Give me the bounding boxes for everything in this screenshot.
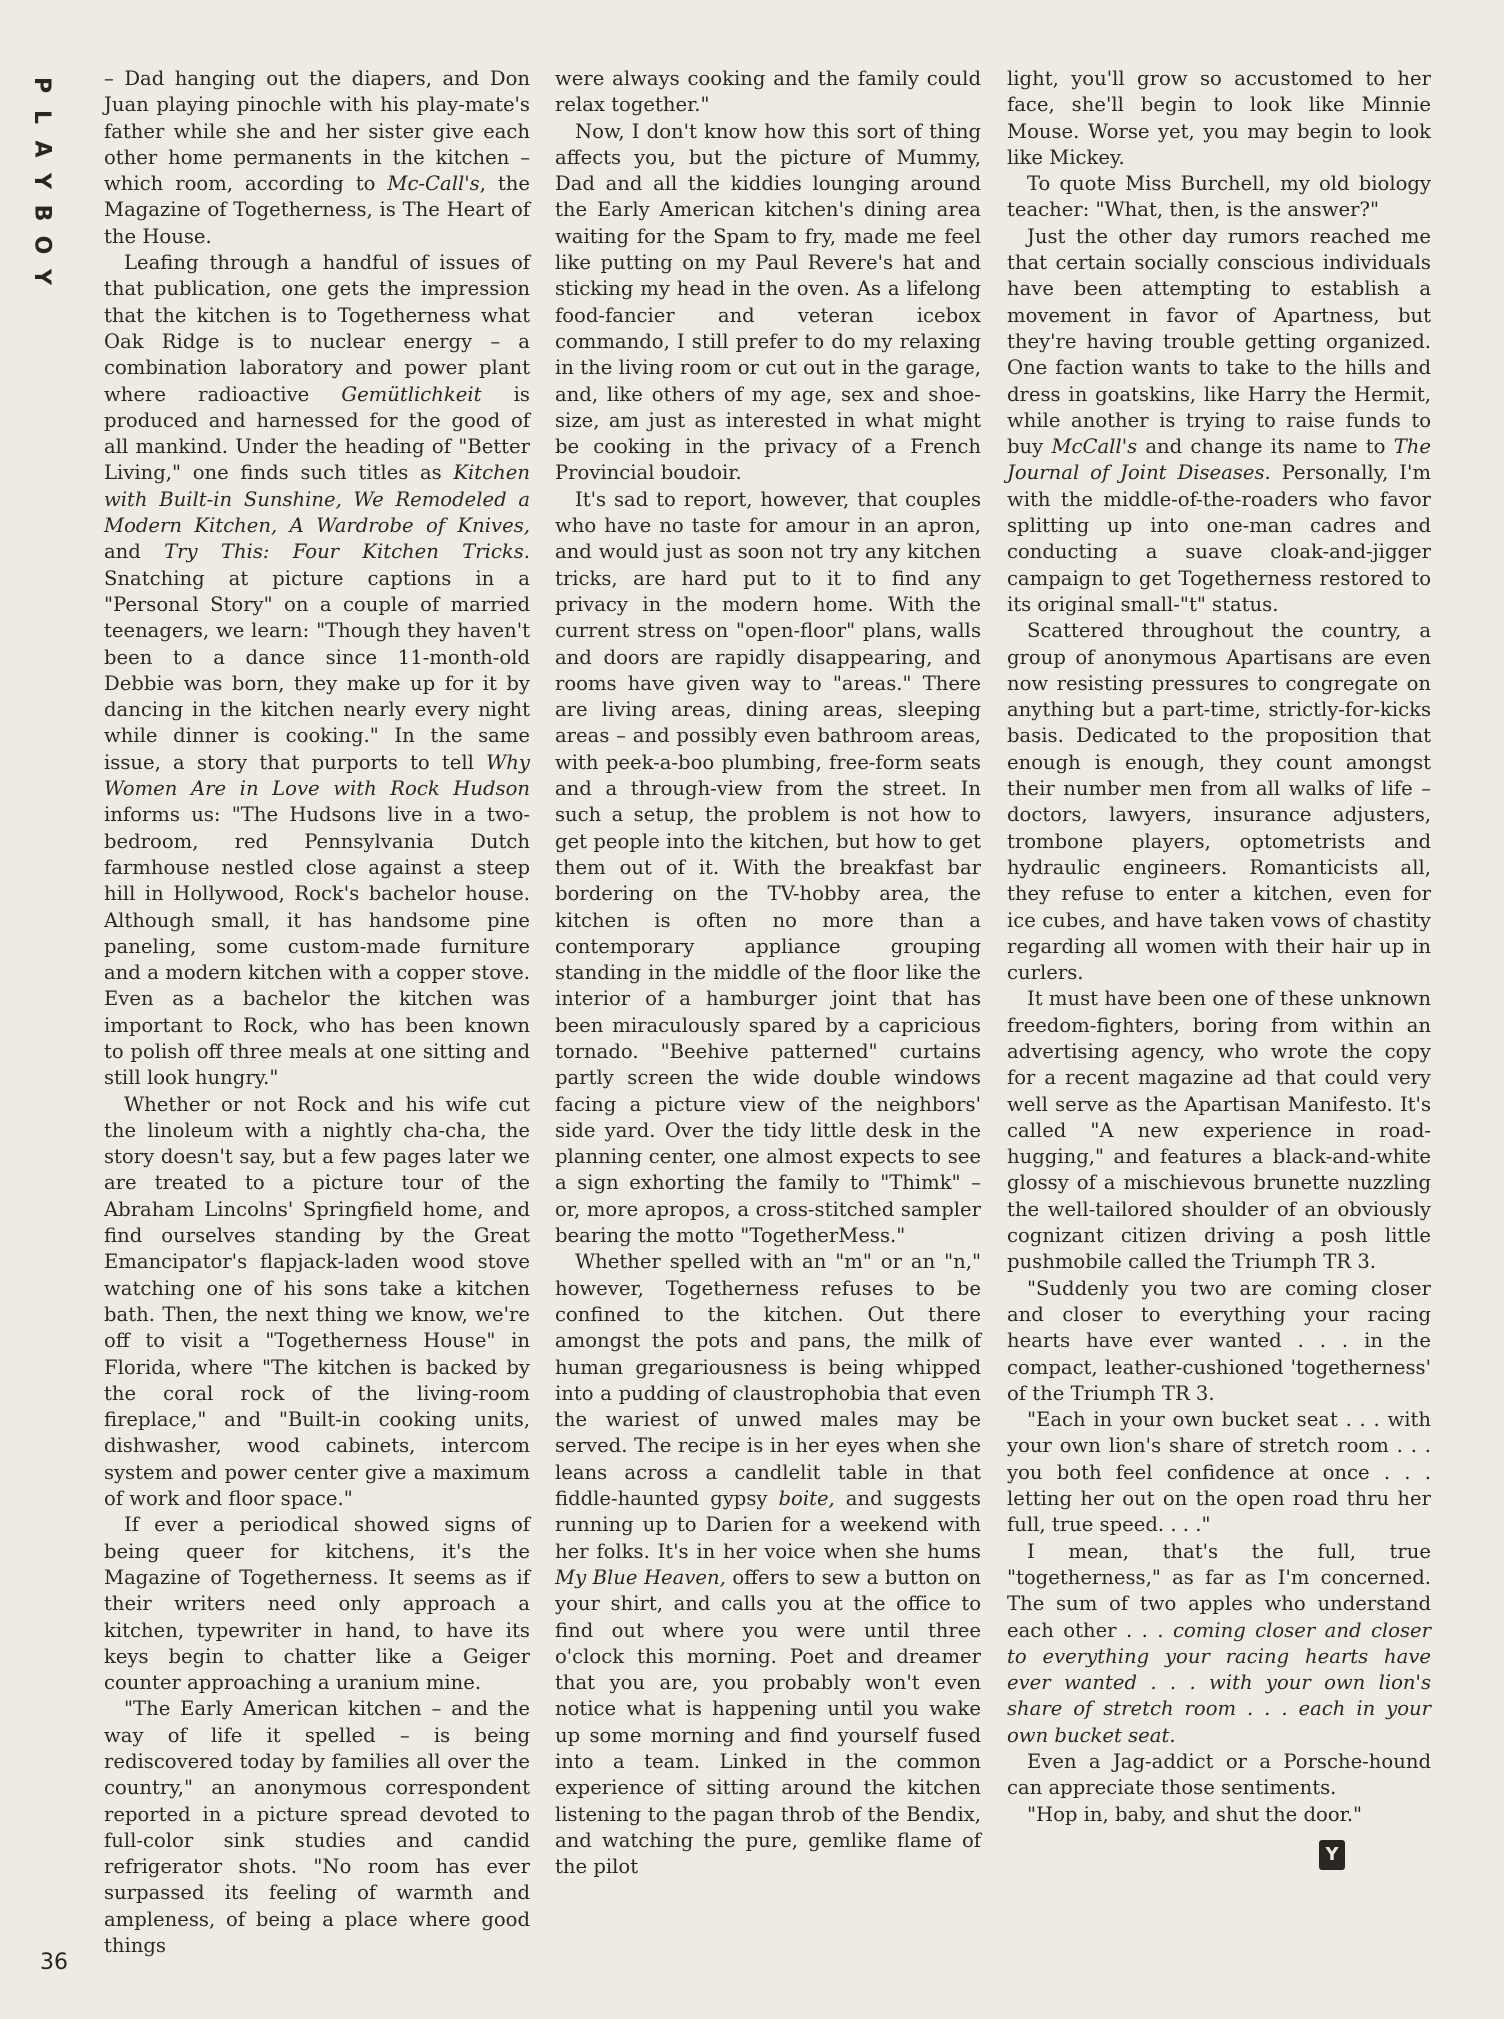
- page-number: 36: [40, 1950, 68, 1975]
- end-mark: [1007, 1840, 1345, 1870]
- text-run: Personally, I'm with the middle-of-the-roaders who favor splitting up into one-man cadres and conducting a suave cloak-and-jigger campaign to get Togetherness restored to its original small-"t" status.: [1007, 461, 1431, 616]
- italic-text: Kitchen with Built-in Sunshine, We Remodeled a Modern Kitchen, A Wardrobe of Knives,: [104, 461, 530, 538]
- text-run: Snatching at picture captions in a "Personal Story" on a couple of married teenagers, we learn: "Though they haven't been to a dance since 11-month-old Debbie was born, they make up for it by dancing in the kitchen nearly every night while dinner is cooking." In the same issue, a story that purports to tell: [104, 566, 530, 774]
- paragraph: [1007, 1749, 1431, 1802]
- text-run: Leafing through a handful of issues of that publication, one gets the impression that the kitchen is to Togetherness what Oak Ridge is to nuclear energy – a combination laboratory and power plant where radioactive: [104, 251, 530, 406]
- text-run: Whether spelled with an "m" or an "n," however, Togetherness refuses to be confined to the kitchen. Out there amongst the pots and pans, the milk of human gregariousness is being whipped into a pudding of claustrophobia that even the wariest of unwed males may be served. The recipe is in her eyes when she leans across a candlelit table in that fiddle-haunted gypsy: [555, 1250, 981, 1511]
- article-column-1: [104, 66, 530, 1959]
- paragraph: [104, 250, 530, 1092]
- text-run: light, you'll grow so accustomed to her face, she'll begin to look like Minnie Mouse. Worse yet, you may begin to look like Mickey.: [1007, 67, 1431, 169]
- paragraph: [1007, 986, 1431, 1275]
- text-run: "The Early American kitchen – and the way of life it spelled – is being rediscovered today by families all over the country," an anonymous correspondent reported in a picture spread devoted to full-color sink studies and candid refrigerator shots. "No room has ever surpassed its feeling of warmth and ampleness, of being a place where good things: [104, 1697, 530, 1958]
- text-run: If ever a periodical showed signs of being queer for kitchens, it's the Magazine of Togetherness. It seems as if their writers need only approach a kitchen, typewriter in hand, to have its keys begin to chatter like a Geiger counter approaching a uranium mine.: [104, 1513, 530, 1695]
- paragraph: [555, 119, 981, 487]
- italic-text: Why Women Are in Love with Rock Hudson: [104, 750, 530, 801]
- text-run: were always cooking and the family could relax together.": [555, 67, 981, 117]
- text-run: and: [104, 540, 165, 564]
- italic-text: My Blue Heaven,: [555, 1565, 726, 1589]
- text-run: offers to sew a button on your shirt, and calls you at the office to find out where you were until three o'clock this morning. Poet and dreamer that you are, you probably won't even notice what is happening until you wake up some morning and find yourself fused into a team. Linked in the common experience of sitting around the kitchen listening to the pagan throb of the Bendix, and watching the pure, gemlike flame of the pilot: [555, 1565, 981, 1879]
- spine-letter: B: [29, 204, 55, 222]
- paragraph: [104, 66, 530, 250]
- paragraph: [1007, 171, 1431, 224]
- paragraph: [104, 1696, 530, 1959]
- text-run: is produced and harnessed for the good of all mankind. Under the heading of "Better Living," one finds such titles as: [104, 382, 530, 485]
- spine-letter: Y: [29, 173, 55, 189]
- text-run: , the Magazine of Togetherness, is The Heart of the House.: [104, 172, 531, 248]
- paragraph: [555, 487, 981, 1250]
- spine-letter: O: [29, 235, 55, 255]
- text-run: I mean, that's the full, true "togetherness," as far as I'm concerned. The sum of two apples who understand each other . . .: [1007, 1539, 1431, 1642]
- spine-letter: L: [29, 109, 55, 125]
- text-run: "Each in your own bucket seat . . . with your own lion's share of stretch room . . . you both feel confidence at once . . . letting her out on the open road thru her full, true speed. . . .": [1007, 1408, 1431, 1537]
- italic-text: Mc-Call's: [387, 172, 480, 196]
- paragraph: [1007, 618, 1431, 986]
- text-run: Whether or not Rock and his wife cut the linoleum with a nightly cha-cha, the story doesn't say, but a few pages later we are treated to a picture tour of the Abraham Lincolns' Springfield home, and find ourselves standing by the Great Emancipator's flapjack-laden wood stove watching one of his sons take a kitchen bath. Then, the next thing we know, we're off to visit a "Togetherness House" in Florida, where "The kitchen is backed by the coral rock of the living-room fireplace," and "Built-in cooking units, dishwasher, wood cabinets, intercom system and power center give a maximum of work and floor space.": [104, 1092, 530, 1511]
- text-run: Even a Jag-addict or a Porsche-hound can appreciate those sentiments.: [1007, 1750, 1431, 1800]
- text-run: Now, I don't know how this sort of thing affects you, but the picture of Mummy, Dad and all the kiddies lounging around the Early American kitchen's dining area waiting for the Spam to fry, made me feel like putting on my Paul Revere's hat and sticking my head in the oven. As a lifelong food-fancier and veteran icebox commando, I still prefer to do my relaxing in the living room or cut out in the garage, and, like others of my age, sex and shoe-size, am just as interested in what might be cooking in the privacy of a French Provincial boudoir.: [555, 119, 981, 485]
- article-column-2: [555, 66, 981, 1880]
- paragraph: [1007, 1407, 1431, 1538]
- text-run: "Hop in, baby, and shut the door.": [1027, 1802, 1363, 1826]
- spine-letter: P: [29, 76, 55, 94]
- paragraph: [1007, 1539, 1431, 1749]
- paragraph: [1007, 66, 1431, 171]
- text-run: and suggests running up to Darien for a weekend with her folks. It's in her voice when she hums: [555, 1487, 981, 1563]
- text-run: – Dad hanging out the diapers, and Don Juan playing pinochle with his play-mate's father while she and her sister give each other home permanents in the kitchen – which room, according to: [104, 67, 530, 196]
- paragraph: [104, 1092, 530, 1513]
- italic-text: McCall's: [1051, 435, 1138, 459]
- italic-text: The Journal of Joint Diseases.: [1007, 435, 1431, 485]
- magazine-name-spine: [29, 72, 55, 290]
- paragraph: [1007, 1276, 1431, 1407]
- paragraph: [104, 1512, 530, 1696]
- paragraph: [1007, 224, 1431, 618]
- paragraph: [555, 1249, 981, 1880]
- paragraph: [555, 66, 981, 119]
- spine-letter: A: [29, 140, 55, 158]
- article-column-3: [1007, 66, 1431, 1870]
- text-run: informs us: "The Hudsons live in a two-bedroom, red Pennsylvania Dutch farmhouse nestled close against a steep hill in Hollywood, Rock's bachelor house. Although small, it has handsome pine paneling, some custom-made furniture and a modern kitchen with a copper stove. Even as a bachelor the kitchen was important to Rock, who has been known to polish off three meals at one sitting and still look hungry.": [104, 803, 530, 1090]
- text-run: "Suddenly you two are coming closer and closer to everything your racing hearts have ever wanted . . . in the compact, leather-cushioned 'togetherness' of the Triumph TR 3.: [1007, 1276, 1431, 1405]
- text-run: To quote Miss Burchell, my old biology teacher: "What, then, is the answer?": [1007, 172, 1431, 222]
- italic-text: Try This: Four Kitchen Tricks.: [164, 540, 530, 564]
- text-run: and change its name to: [1137, 435, 1394, 459]
- text-run: Scattered throughout the country, a group of anonymous Apartisans are even now resisting pressures to congregate on anything but a part-time, strictly-for-kicks basis. Dedicated to the proposition that enough is enough, they count amongst their number men from all walks of life – doctors, lawyers, insurance adjusters, trombone players, optometrists and hydraulic engineers. Romanticists all, they refuse to enter a kitchen, even for ice cubes, and have taken vows of chastity regarding all women with their hair up in curlers.: [1007, 619, 1431, 985]
- text-run: Just the other day rumors reached me that certain socially conscious individuals have been attempting to establish a movement in favor of Apartness, but they're having trouble getting organized. One faction wants to take to the hills and dress in goatskins, like Harry the Hermit, while another is trying to raise funds to buy: [1007, 224, 1431, 459]
- italic-text: Gemütlichkeit: [341, 382, 482, 406]
- italic-text: coming closer and closer to everything your racing hearts have ever wanted . . . with your own lion's share of stretch room . . . each in your own bucket seat.: [1007, 1618, 1431, 1747]
- playboy-bunny-end-icon: Y: [1319, 1840, 1345, 1870]
- text-run: It's sad to report, however, that couples who have no taste for amour in an apron, and would just as soon not try any kitchen tricks, are hard put to it to find any privacy in the modern home. With the current stress on "open-floor" plans, walls and doors are rapidly disappearing, and rooms have given way to "areas." There are living areas, dining areas, sleeping areas – and possibly even bathroom areas, with peek-a-boo plumbing, free-form seats and a through-view from the street. In such a setup, the problem is not how to get people into the kitchen, but how to get them out of it. With the breakfast bar bordering on the TV-hobby area, the kitchen is often no more than a contemporary appliance grouping standing in the middle of the floor like the interior of a hamburger joint that has been miraculously spared by a capricious tornado. "Beehive patterned" curtains partly screen the wide double windows facing a picture view of the neighbors' side yard. Over the tidy little desk in the planning center, one almost expects to see a sign exhorting the family to "Thimk" – or, more apropos, a cross-stitched sampler bearing the motto "TogetherMess.": [555, 487, 981, 1248]
- spine-letter: Y: [29, 269, 55, 285]
- text-run: It must have been one of these unknown freedom-fighters, boring from within an advertising agency, who wrote the copy for a recent magazine ad that could very well serve as the Apartisan Manifesto. It's called "A new experience in road-hugging," and features a black-and-white glossy of a mischievous brunette nuzzling the well-tailored shoulder of an obviously cognizant citizen driving a posh little pushmobile called the Triumph TR 3.: [1007, 987, 1431, 1274]
- paragraph: [1007, 1802, 1431, 1828]
- italic-text: boite,: [778, 1487, 835, 1511]
